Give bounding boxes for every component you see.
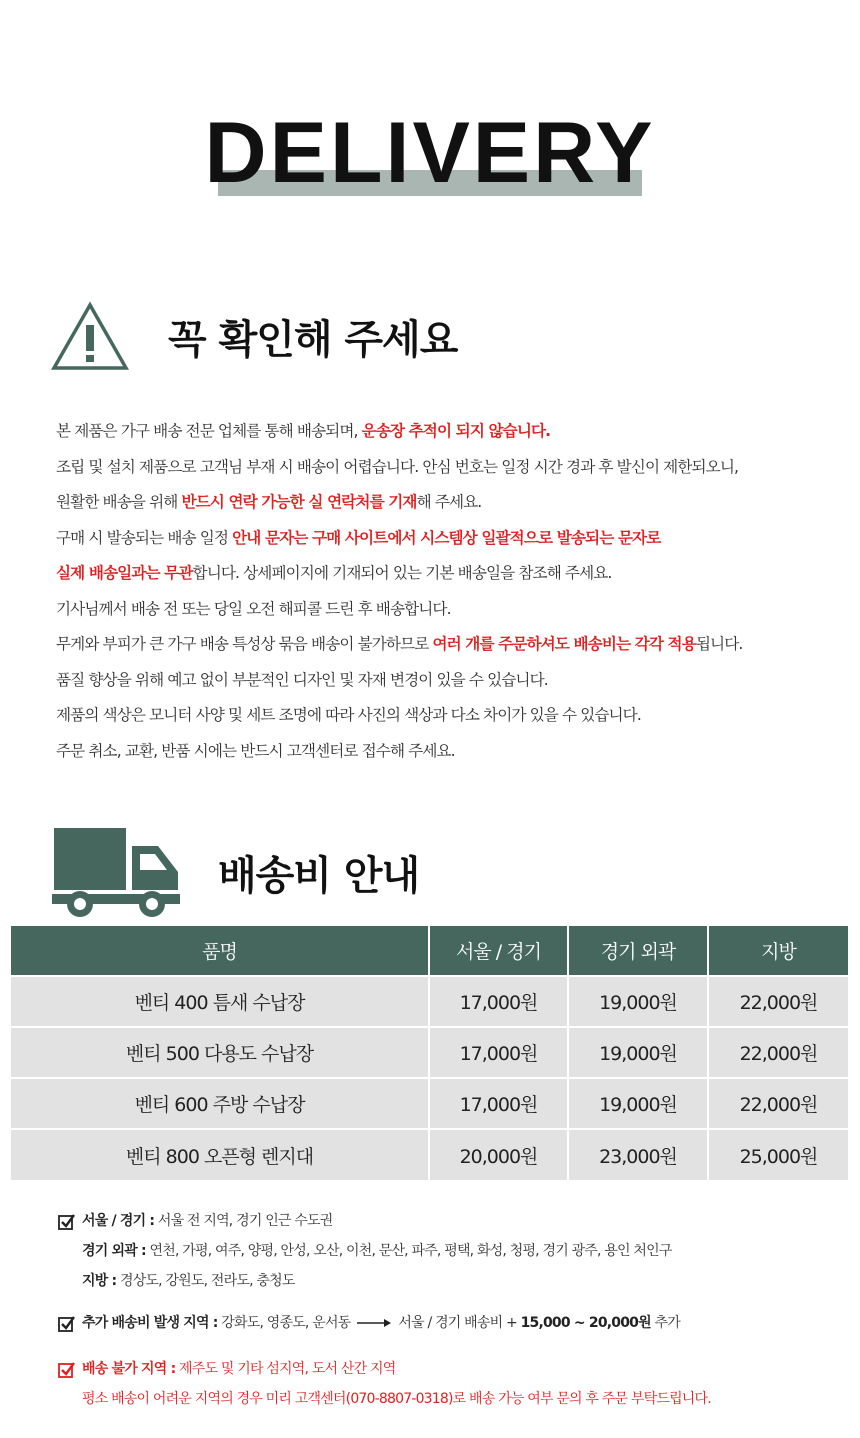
price-seoul: 17,000원	[429, 976, 568, 1027]
table-header-row	[11, 926, 848, 976]
col-header-local: 지방	[708, 926, 848, 976]
checkbox-checked-icon	[58, 1213, 75, 1230]
region-outer-text: 연천, 가평, 여주, 양평, 안성, 오산, 이천, 문산, 파주, 평택, 화성, 청평, 경기 광주, 용인 처인구	[149, 1243, 672, 1259]
price-outer: 19,000원	[568, 1027, 708, 1078]
arrow-right-icon	[356, 1318, 392, 1328]
unavailable-label: 배송 불가 지역 :	[82, 1361, 176, 1377]
extra-fee-label: 추가 배송비 발생 지역 :	[82, 1315, 218, 1331]
page-title: DELIVERY	[204, 105, 656, 201]
product-name: 벤티 800 오픈형 렌지대	[11, 1129, 429, 1180]
price-local: 25,000원	[708, 1129, 848, 1180]
table-row	[11, 1129, 848, 1180]
fee-heading	[52, 826, 419, 918]
notice-list	[56, 414, 846, 769]
region-outer-label: 경기 외곽 :	[82, 1243, 146, 1259]
price-local: 22,000원	[708, 1027, 848, 1078]
unavailable-info	[58, 1354, 848, 1414]
fee-table	[11, 926, 848, 1180]
price-seoul: 20,000원	[429, 1129, 568, 1180]
extra-fee-price: 15,000 ~ 20,000원	[520, 1315, 651, 1331]
product-name: 벤티 400 틈새 수납장	[11, 976, 429, 1027]
extra-fee-result: 서울 / 경기 배송비 +	[398, 1315, 517, 1331]
extra-fee-suffix: 추가	[654, 1315, 680, 1331]
warning-triangle-icon	[50, 300, 130, 372]
delivery-header	[0, 105, 860, 201]
notice-line: 기사님께서 배송 전 또는 당일 오전 해피콜 드린 후 배송합니다.	[56, 599, 451, 618]
region-local	[58, 1266, 848, 1296]
table-row	[11, 1078, 848, 1129]
region-local-text: 경상도, 강원도, 전라도, 충청도	[119, 1273, 295, 1289]
region-seoul	[58, 1206, 848, 1236]
notice-title: 꼭 확인해 주세요	[168, 316, 458, 363]
region-info	[58, 1206, 848, 1296]
product-name: 벤티 500 다용도 수납장	[11, 1027, 429, 1078]
fee-title: 배송비 안내	[218, 852, 420, 899]
notice-line: 주문 취소, 교환, 반품 시에는 반드시 고객센터로 접수해 주세요.	[56, 741, 455, 760]
region-seoul-text: 서울 전 지역, 경기 인근 수도권	[157, 1213, 333, 1229]
price-seoul: 17,000원	[429, 1027, 568, 1078]
extra-fee-row	[58, 1308, 848, 1338]
notice-line: 원활한 배송을 위해 반드시 연락 가능한 실 연락처를 기재해 주세요.	[56, 493, 482, 511]
product-name: 벤티 600 주방 수납장	[11, 1078, 429, 1129]
notice-line: 구매 시 발송되는 배송 일정 안내 문자는 구매 사이트에서 시스템상 일괄적으로 발송되는 문자로	[56, 528, 661, 547]
region-local-label: 지방 :	[82, 1273, 117, 1289]
unavailable-note: 평소 배송이 어려운 지역의 경우 미리 고객센터(070-8807-0318)로 배송 가능 여부 문의 후 주문 부탁드립니다.	[82, 1391, 711, 1407]
table-row	[11, 976, 848, 1027]
col-header-outer: 경기 외곽	[568, 926, 708, 976]
notice-line: 실제 배송일과는 무관합니다. 상세페이지에 기재되어 있는 기본 배송일을 참조해 주세요.	[56, 564, 612, 582]
notice-heading	[50, 300, 457, 372]
col-header-product: 품명	[11, 926, 429, 976]
checkbox-checked-icon	[58, 1315, 75, 1332]
notice-line: 조립 및 설치 제품으로 고객님 부재 시 배송이 어렵습니다. 안심 번호는 일정 시간 경과 후 발신이 제한되오니,	[56, 457, 739, 476]
price-seoul: 17,000원	[429, 1078, 568, 1129]
price-local: 22,000원	[708, 976, 848, 1027]
price-outer: 19,000원	[568, 1078, 708, 1129]
notice-line: 제품의 색상은 모니터 사양 및 세트 조명에 따라 사진의 색상과 다소 차이가 있을 수 있습니다.	[56, 706, 641, 724]
price-outer: 23,000원	[568, 1129, 708, 1180]
price-local: 22,000원	[708, 1078, 848, 1129]
unavailable-row	[58, 1354, 848, 1384]
unavailable-text: 제주도 및 기타 섬지역, 도서 산간 지역	[179, 1361, 396, 1377]
notice-line: 본 제품은 가구 배송 전문 업체를 통해 배송되며, 운송장 추적이 되지 않습니다.	[56, 422, 551, 440]
unavailable-note-row	[58, 1384, 848, 1414]
region-seoul-label: 서울 / 경기 :	[82, 1213, 155, 1229]
price-outer: 19,000원	[568, 976, 708, 1027]
table-row	[11, 1027, 848, 1078]
extra-fee-text: 강화도, 영종도, 운서동	[221, 1315, 351, 1331]
region-outer	[58, 1236, 848, 1266]
extra-fee-info	[58, 1308, 848, 1338]
checkbox-checked-icon	[58, 1361, 75, 1378]
truck-icon	[52, 826, 182, 918]
col-header-seoul: 서울 / 경기	[429, 926, 568, 976]
notice-line: 무게와 부피가 큰 가구 배송 특성상 묶음 배송이 불가하므로 여러 개를 주문하셔도 배송비는 각각 적용됩니다.	[56, 635, 743, 653]
notice-line: 품질 향상을 위해 예고 없이 부분적인 디자인 및 자재 변경이 있을 수 있습니다.	[56, 670, 548, 689]
